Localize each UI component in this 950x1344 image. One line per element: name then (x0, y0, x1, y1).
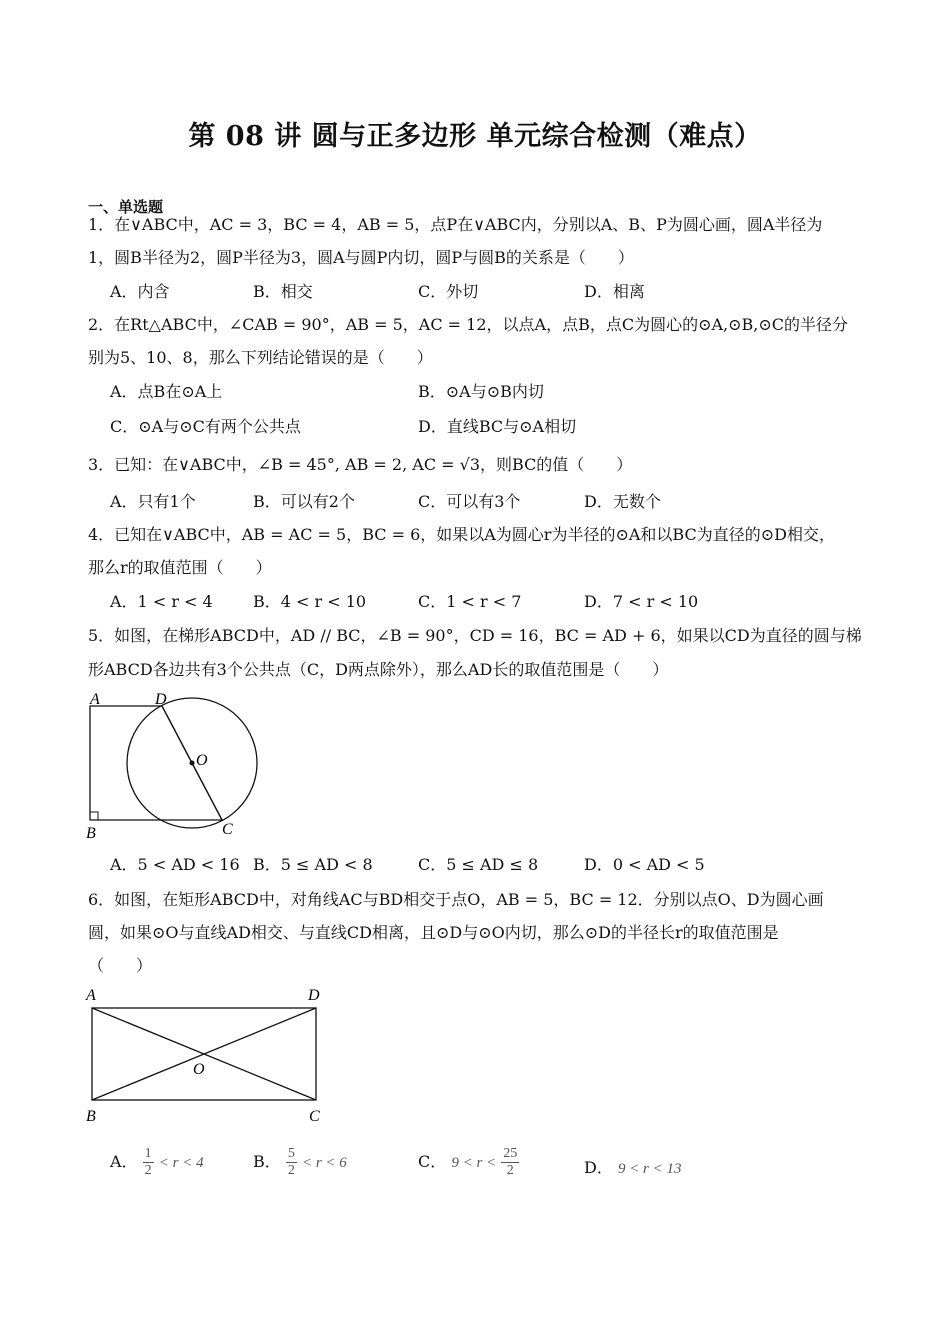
q2-option-d: D．直线BC与⊙A相切 (418, 417, 577, 436)
label-b: B (86, 825, 96, 842)
q5-trapezoid-figure (82, 688, 272, 843)
q1-option-d: D．相离 (584, 282, 645, 301)
label-o: O (193, 1061, 205, 1078)
label-a: A (90, 691, 100, 708)
q5-option-b: B．5 ≤ AD < 8 (253, 855, 373, 874)
q1-option-a: A．内含 (110, 282, 170, 301)
right-angle-mark (90, 812, 98, 820)
q6-option-c: C． 9 < r < $\frac{25}{2}$ (418, 1146, 518, 1178)
q5-line2: 形ABCD各边共有3个公共点（C，D两点除外），那么AD长的取值范围是（ ） (88, 660, 669, 679)
q2-option-a: A．点B在⊙A上 (110, 382, 223, 401)
q6-option-b: B． $\frac{5}{2}$ < r < 6 (253, 1146, 347, 1178)
center-point-o (190, 761, 195, 766)
q4-option-b: B．4 < r < 10 (253, 592, 367, 611)
q6-line3: （ ） (88, 956, 153, 975)
page-title: 第 08 讲 圆与正多边形 单元综合检测（难点） (188, 121, 762, 152)
label-d: D (155, 691, 167, 708)
label-d: D (308, 987, 320, 1004)
section-heading: 一、单选题 (88, 198, 164, 216)
q2-option-b: B．⊙A与⊙B内切 (418, 382, 544, 401)
q5-option-d: D．0 < AD < 5 (584, 855, 705, 874)
q3-option-a: A．只有1个 (110, 492, 196, 511)
q6-rectangle-figure (82, 984, 332, 1129)
q1-option-c: C．外切 (418, 282, 479, 301)
q2-line1: 2．在Rt△ABC中，∠CAB = 90°，AB = 5，AC = 12，以点A，点B，点C为圆心的⊙A,⊙B,⊙C的半径分 (88, 315, 849, 334)
q4-line2: 那么r的取值范围（ ） (88, 558, 272, 577)
q4-option-a: A．1 < r < 4 (110, 592, 213, 611)
label-b: B (86, 1108, 96, 1125)
q1-line2: 1，圆B半径为2，圆P半径为3，圆A与圆P内切，圆P与圆B的关系是（ ） (88, 248, 634, 267)
q5-option-a: A．5 < AD < 16 (110, 855, 240, 874)
q4-line1: 4．已知在∨ABC中，AB = AC = 5，BC = 6，如果以A为圆心r为半径的⊙A和以BC为直径的⊙D相交， (88, 525, 835, 544)
q3-option-c: C．可以有3个 (418, 492, 521, 511)
q5-option-c: C．5 ≤ AD ≤ 8 (418, 855, 539, 874)
q4-option-d: D．7 < r < 10 (584, 592, 699, 611)
q1-option-b: B．相交 (253, 282, 313, 301)
q6-line1: 6．如图，在矩形ABCD中，对角线AC与BD相交于点O，AB = 5，BC = 12．分别以点O、D为圆心画 (88, 890, 824, 909)
q3-line1: 3．已知：在∨ABC中，∠B = 45°, AB = 2, AC = √3，则BC的值（ ） (88, 455, 633, 474)
q6-option-a: A． $\frac{1}{2}$ < r < 4 (110, 1146, 204, 1178)
q6-line2: 圆，如果⊙O与直线AD相交、与直线CD相离，且⊙D与⊙O内切，那么⊙D的半径长r的取值范围是 (88, 923, 779, 942)
q3-option-b: B．可以有2个 (253, 492, 355, 511)
fraction-twentyfive-halves: $\frac{25}{2}$ (503, 1146, 518, 1178)
label-a: A (86, 987, 96, 1004)
q3-option-d: D．无数个 (584, 492, 661, 511)
label-c: C (309, 1108, 320, 1125)
q1-line1: 1．在∨ABC中，AC = 3，BC = 4，AB = 5，点P在∨ABC内，分别以A、B、P为圆心画，圆A半径为 (88, 215, 823, 234)
q6-option-d: D． 9 < r < 13 (584, 1158, 682, 1177)
q2-line2: 别为5、10、8，那么下列结论错误的是（ ） (88, 348, 433, 367)
fraction-one-half: $\frac{1}{2}$ (144, 1146, 152, 1178)
fraction-five-halves: $\frac{5}{2}$ (287, 1146, 295, 1178)
label-o: O (196, 752, 208, 769)
q2-option-c: C．⊙A与⊙C有两个公共点 (110, 417, 301, 436)
q5-line1: 5．如图，在梯形ABCD中，AD // BC，∠B = 90°，CD = 16，BC = AD + 6，如果以CD为直径的圆与梯 (88, 626, 862, 645)
q4-option-c: C．1 < r < 7 (418, 592, 522, 611)
label-c: C (222, 821, 233, 838)
